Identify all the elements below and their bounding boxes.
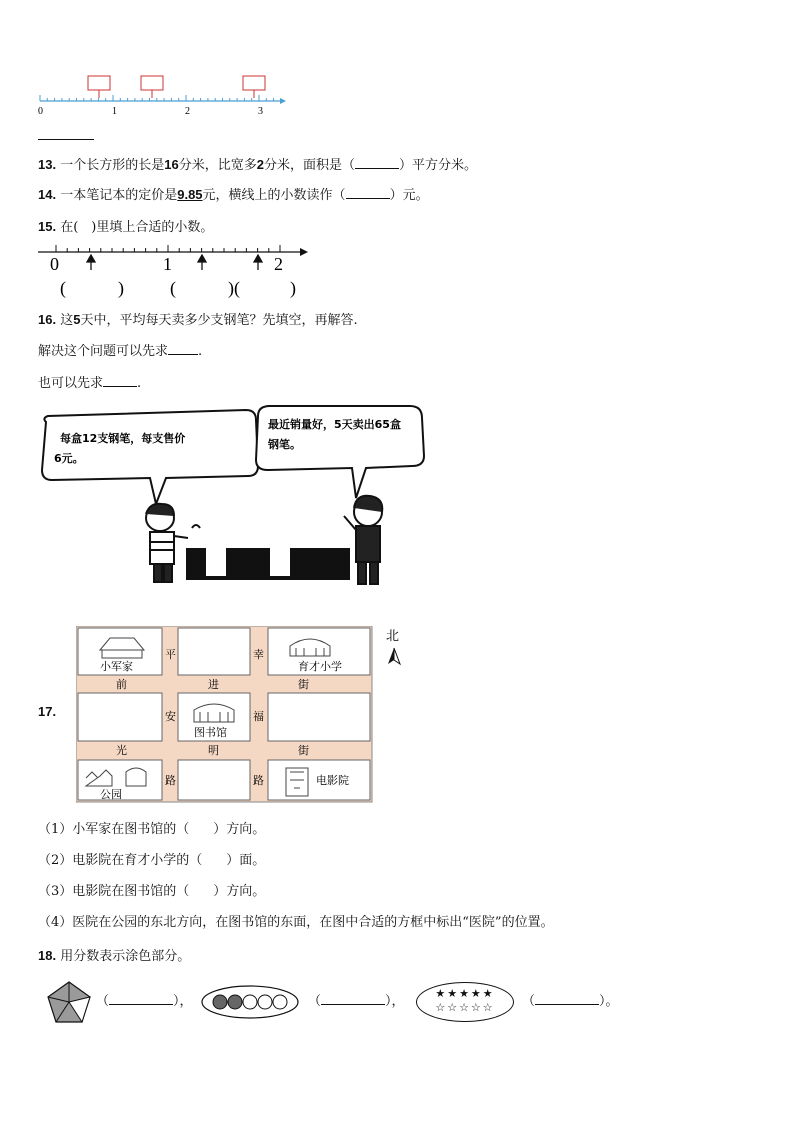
street-ming: 明	[208, 744, 219, 757]
street-lu-2: 路	[253, 774, 264, 787]
q13-blank[interactable]	[355, 156, 399, 169]
q16-text: 这	[60, 313, 74, 328]
q18-blank-1[interactable]	[109, 992, 173, 1005]
q15-text: 在( )里填上合适的小数。	[60, 220, 214, 235]
question-number: 18.	[38, 948, 57, 963]
street-jin: 进	[208, 678, 219, 691]
q17-sub3-text: （3）电影院在图书馆的（	[38, 884, 190, 899]
q16-line-2	[38, 374, 141, 393]
circles-figure	[200, 984, 302, 1020]
circle-filled	[213, 995, 227, 1009]
top-number-line	[30, 68, 300, 124]
q18-blank-3[interactable]	[535, 992, 599, 1005]
question-16	[38, 311, 358, 330]
q15-label-1: 1	[163, 254, 172, 274]
q15-paren-open-1[interactable]: (	[60, 278, 66, 298]
stars-figure	[416, 982, 514, 1022]
q18-answer-1: （ ），	[96, 994, 193, 1009]
q16-line2-suffix: .	[137, 376, 142, 391]
bubble-left-line-2: 6元。	[54, 452, 84, 465]
place-park: 公园	[100, 788, 122, 801]
street-an: 安	[165, 710, 176, 723]
street-jie-1: 街	[298, 678, 309, 691]
q18-end: 。	[605, 994, 619, 1009]
street-xing: 幸	[253, 648, 264, 661]
q13-text: 一个长方形的长是	[60, 158, 165, 173]
circle-filled	[228, 995, 242, 1009]
street-fu: 福	[253, 710, 264, 723]
street-lu-1: 路	[165, 774, 176, 787]
answer-box-2[interactable]	[141, 76, 163, 90]
q17-sub3-suffix: ）方向。	[213, 884, 266, 899]
tick-label-0: 0	[38, 106, 43, 117]
question-18	[38, 947, 190, 966]
q17-sub-2	[38, 852, 265, 870]
answer-box-3[interactable]	[243, 76, 265, 90]
block-mid-right[interactable]	[268, 693, 370, 741]
stars-filled: ★★★★★	[435, 987, 495, 1000]
question-14	[38, 186, 429, 205]
q17-sub2-text: （2）电影院在育才小学的（	[38, 853, 203, 868]
q17-sub1-suffix: ）方向。	[213, 822, 266, 837]
q14-text: ）元。	[389, 188, 429, 203]
street-jie-2: 街	[298, 744, 309, 757]
question-17	[38, 703, 56, 722]
q13-text: 分米，面积是（	[263, 158, 355, 173]
q16-text: 天中，平均每天卖多少支钢笔？先填空，再解答.	[80, 313, 358, 328]
q13-diff: 2	[256, 157, 264, 172]
q14-text: 元，横线上的小数读作（	[202, 188, 346, 203]
question-13	[38, 156, 477, 175]
q16-illustration	[38, 404, 438, 600]
place-xiaojun: 小军家	[100, 660, 133, 673]
q14-blank[interactable]	[346, 186, 390, 199]
q16-line1-suffix: .	[198, 344, 203, 359]
question-15	[38, 218, 213, 237]
q15-paren-close-3[interactable]: )	[290, 278, 296, 298]
q13-text: 分米，比宽多	[178, 158, 257, 173]
block-bottom-middle[interactable]	[178, 760, 250, 800]
q16-days: 5	[73, 312, 81, 327]
stars-empty: ☆☆☆☆☆	[435, 1001, 495, 1014]
q15-label-0: 0	[50, 254, 59, 274]
q15-paren-open-2[interactable]: (	[170, 278, 176, 298]
q15-paren-open-3[interactable]: (	[234, 278, 240, 298]
q16-line-1	[38, 342, 202, 361]
q15-paren-close-1[interactable]: )	[118, 278, 124, 298]
q18-answer-2: （ ），	[308, 994, 405, 1009]
q16-blank-2[interactable]	[103, 374, 137, 387]
question-number: 16.	[38, 312, 57, 327]
q16-line1-text: 解决这个问题可以先求	[38, 344, 169, 359]
tick-label-1: 1	[112, 106, 117, 117]
q17-sub-1	[38, 821, 265, 839]
bubble-right-line-2: 钢笔。	[268, 438, 301, 451]
question-number: 15.	[38, 219, 57, 234]
street-guang: 光	[116, 744, 127, 757]
q17-sub2-suffix: ）面。	[226, 853, 266, 868]
q17-sub4-text: （4）医院在公园的东北方向，在图书馆的东面，在图中合适的方框中标出“医院”的位置。	[38, 915, 554, 930]
tick-label-3: 3	[258, 106, 263, 117]
q18-answer-3: （ ）。	[522, 994, 619, 1009]
north-label: 北	[386, 629, 400, 644]
q17-sub-4	[38, 914, 554, 932]
q18-text: 用分数表示涂色部分。	[60, 949, 191, 964]
q15-label-2: 2	[274, 254, 283, 274]
street-qian: 前	[116, 678, 127, 691]
q14-text: 一本笔记本的定价是	[60, 188, 178, 203]
place-school: 育才小学	[298, 660, 342, 673]
q14-price: 9.85	[177, 187, 203, 202]
block-mid-left[interactable]	[78, 693, 162, 741]
north-arrow-icon	[388, 648, 394, 664]
q15-number-line	[36, 240, 316, 302]
question-number: 17.	[38, 704, 57, 719]
street-ping: 平	[165, 648, 176, 661]
q17-sub-3	[38, 883, 265, 901]
pen-boxes	[186, 548, 350, 580]
q17-sub1-text: （1）小军家在图书馆的（	[38, 822, 190, 837]
tick-label-2: 2	[185, 106, 190, 117]
pentagon-figure	[46, 980, 92, 1024]
block-top-middle[interactable]	[178, 628, 250, 675]
question-number: 14.	[38, 187, 57, 202]
place-cinema: 电影院	[316, 774, 349, 787]
answer-line[interactable]	[38, 139, 94, 140]
q18-sep: ，	[391, 994, 405, 1009]
q18-blank-2[interactable]	[321, 992, 385, 1005]
q16-line2-text: 也可以先求	[38, 376, 104, 391]
q13-length: 16	[164, 157, 179, 172]
q16-blank-1[interactable]	[168, 342, 198, 355]
answer-box-1[interactable]	[88, 76, 110, 90]
q17-map	[76, 626, 408, 806]
place-library: 图书馆	[194, 726, 227, 739]
question-number: 13.	[38, 157, 57, 172]
bubble-right-line-1: 最近销量好，5天卖出65盒	[268, 418, 401, 431]
bubble-left-line-1: 每盒12支钢笔，每支售价	[60, 432, 186, 445]
q13-text: ）平方分米。	[398, 158, 477, 173]
q18-sep: ，	[179, 994, 193, 1009]
q15-paren-close-2[interactable]: )	[228, 278, 234, 298]
